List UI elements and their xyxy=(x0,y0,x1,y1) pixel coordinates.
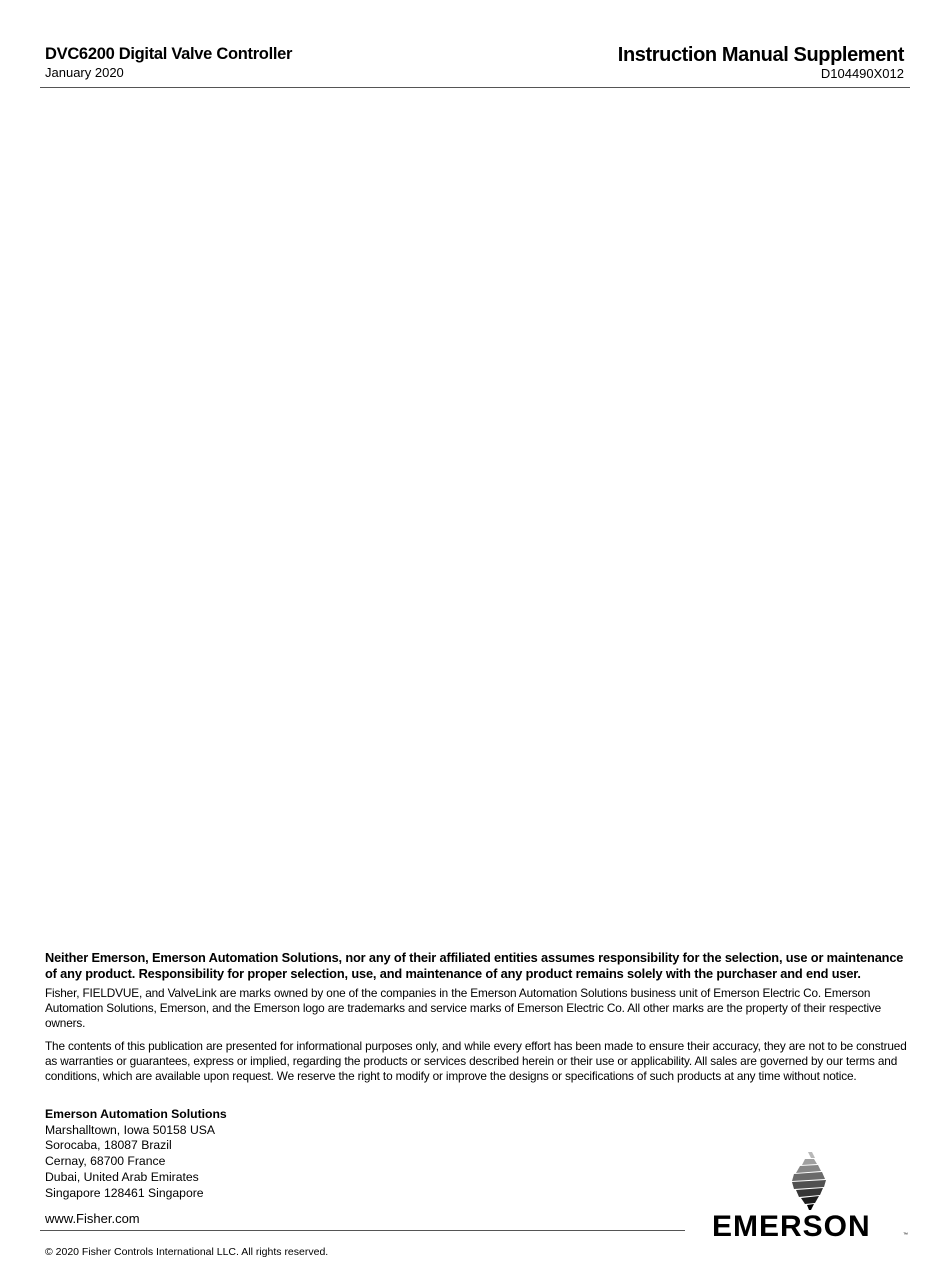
location-line: Marshalltown, Iowa 50158 USA xyxy=(45,1122,216,1137)
trademark-notice: Fisher, FIELDVUE, and ValveLink are marks owned by one of the companies in the Emerson Automation Solutions business unit of Emerson Electric Co. Emerson Automation Solutions, Emerson, and the Emerson logo are trademarks and service marks of Emerson Electric Co. All other marks are the property of their respective owners. xyxy=(45,986,882,1030)
manual-type-title: Instruction Manual Supplement xyxy=(617,44,904,66)
header-right xyxy=(618,43,904,82)
emerson-logo-icon xyxy=(782,1152,838,1210)
company-name: Emerson Automation Solutions xyxy=(45,1107,227,1121)
document-number: D104490X012 xyxy=(820,66,904,81)
location-line: Singapore 128461 Singapore xyxy=(45,1185,204,1200)
emerson-wordmark: EMERSON xyxy=(712,1210,871,1243)
location-line: Sorocaba, 18087 Brazil xyxy=(45,1138,172,1153)
copyright-notice: © 2020 Fisher Controls International LLC. All rights reserved. xyxy=(45,1246,329,1258)
trademark-symbol: ™ xyxy=(903,1232,908,1238)
publication-date: January 2020 xyxy=(45,65,124,80)
header-divider xyxy=(40,87,910,88)
website-link[interactable]: www.Fisher.com xyxy=(45,1211,140,1226)
company-address xyxy=(45,1107,227,1201)
emerson-logo xyxy=(710,1150,910,1245)
header-left xyxy=(45,44,292,81)
product-title: DVC6200 Digital Valve Controller xyxy=(45,45,293,63)
footer-divider xyxy=(40,1230,685,1231)
legal-notices xyxy=(45,950,907,1092)
location-line: Cernay, 68700 France xyxy=(45,1154,166,1169)
liability-disclaimer: Neither Emerson, Emerson Automation Solutions, nor any of their affiliated entities assumes responsibility for the selection, use or maintenance of any product. Responsibility for proper selection, use, and maintenance of any product remains solely with the purchaser and end user. xyxy=(45,950,904,981)
information-notice: The contents of this publication are presented for informational purposes only, and while every effort has been made to ensure their accuracy, they are not to be construed as warranties or guarantees, express or implied, regarding the products or services described herein or their use or applicability. All sales are governed by our terms and conditions, which are available upon request. We reserve the right to modify or improve the designs or specifications of such products at any time without notice. xyxy=(45,1039,907,1083)
location-line: Dubai, United Arab Emirates xyxy=(45,1169,199,1184)
